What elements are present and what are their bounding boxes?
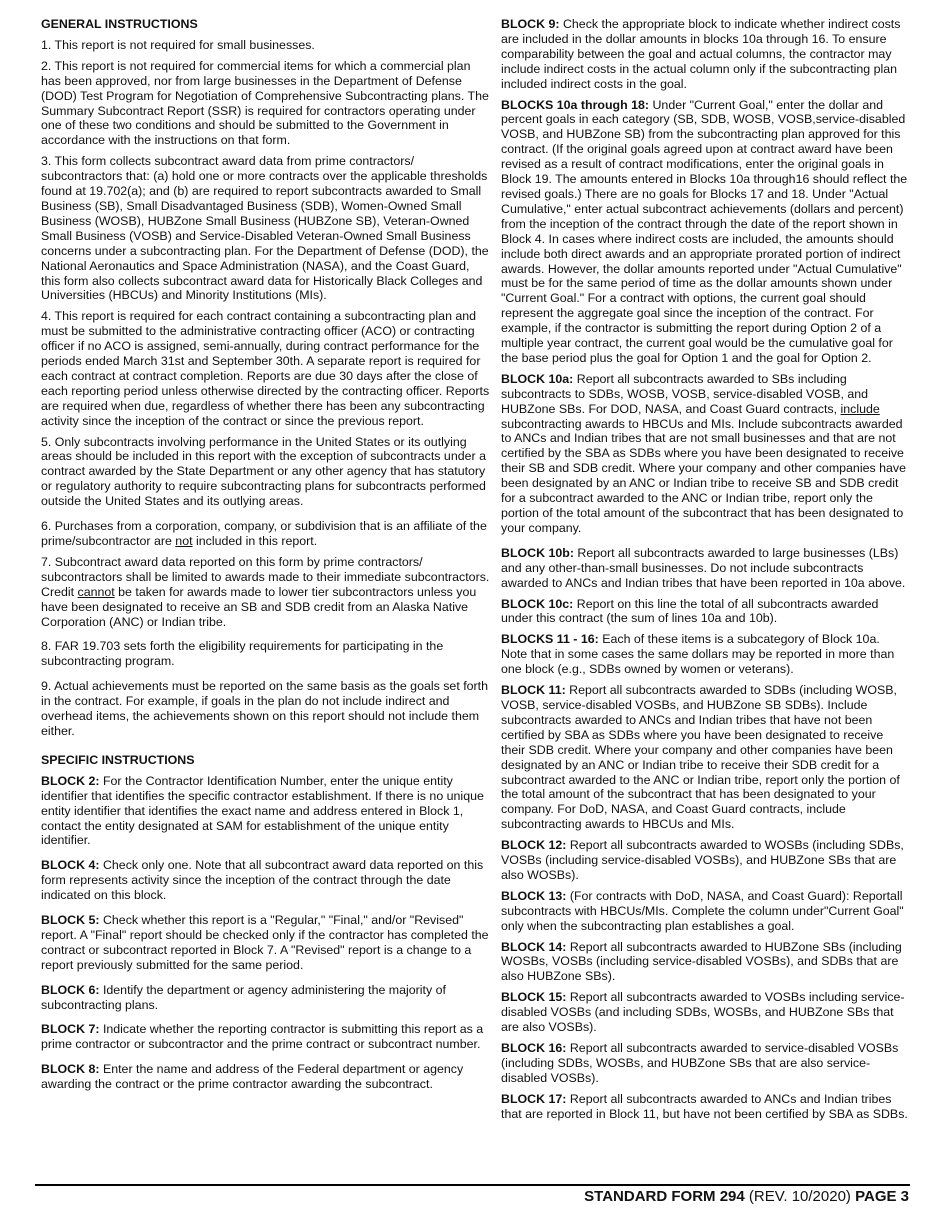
block-11: BLOCK 11: Report all subcontracts awarded to SDBs (including WOSB, VOSB, service-disabled VOSBs, and HUBZone SB SDBs). Include subcontracts awarded to ANCs and Indian tribes that have not been certified by SBA as SDBs where you have been designated to receive their SDB credit. Where your company and other companies have been designated by an ANC or Indian tribe to receive their SDB credit for a subcontract awarded to the ANC or Indian tribe, report only the portion of the total amount of the subcontract that has been designated to your company. For DoD, NASA, and Coast Guard contracts, include subcontracting awards to HBCUs and MIs. bbox=[501, 683, 900, 832]
block-14: BLOCK 14: Report all subcontracts awarded to HUBZone SBs (including WOSBs, VOSBs (including service-disabled VOSBs), and SDBs that are also HUBZone SBs). bbox=[501, 939, 902, 984]
form-name: STANDARD FORM 294 bbox=[584, 1188, 745, 1205]
general-item-5: 5. Only subcontracts involving performance in the United States or its outlying areas should be included in this report with the exception of subcontracts under a contract awarded by the State Department or any other agency that has statutory or regulatory authority to require subcontracting plans for subcontracts performed outside the United States and its outlying areas. bbox=[41, 434, 486, 509]
block-16: BLOCK 16: Report all subcontracts awarded to service-disabled VOSBs (including SDBs, WOSBs, and HUBZone SBs that are also service-disabled VOSBs). bbox=[501, 1041, 899, 1085]
block-17: BLOCK 17: Report all subcontracts awarded to ANCs and Indian tribes that are reported in Block 11, but have not been certified by SBA as SDBs. bbox=[501, 1091, 908, 1121]
right-column bbox=[501, 17, 909, 1128]
block-6: BLOCK 6: Identify the department or agency administering the majority of subcontracting plans. bbox=[41, 982, 446, 1012]
general-item-8: 8. FAR 19.703 sets forth the eligibility requirements for participating in the subcontracting program. bbox=[41, 639, 444, 669]
block-13: BLOCK 13: (For contracts with DoD, NASA, and Coast Guard): Reportall subcontracts with HBCUs/MIs. Complete the column under"Current Goal" only when the subcontracting plan establishes a goal. bbox=[501, 888, 904, 933]
general-item-9: 9. Actual achievements must be reported on the same basis as the goals set forth in the contract. For example, if goals in the plan do not include indirect and overhead items, the achievements shown on this report should not include them either. bbox=[41, 679, 489, 738]
left-column bbox=[41, 17, 491, 1098]
blocks-11-16: BLOCKS 11 - 16: Each of these items is a subcategory of Block 10a. Note that in some cases the same dollars may be reported in more than one block (e.g., SDBs owned by women or veterans). bbox=[501, 632, 895, 677]
form-revision: (REV. 10/2020) bbox=[744, 1188, 856, 1205]
general-instructions-heading: GENERAL INSTRUCTIONS bbox=[41, 17, 198, 31]
page-footer bbox=[584, 1188, 909, 1206]
block-7: BLOCK 7: Indicate whether the reporting contractor is submitting this report as a prime contractor or subcontractor and the prime contract or subcontract number. bbox=[41, 1022, 484, 1052]
general-item-4: 4. This report is required for each contract containing a subcontracting plan and must be submitted to the administrative contracting officer (ACO) or contracting officer if no ACO is assigned, semi-annually, during contract performance for the periods ended March 31st and September 30th. A separate report is required for each contract at contract completion. Reports are due 30 days after the close of each reporting period unless otherwise directed by the contracting officer. Reports are required when due, regardless of whether there has been any subcontracting activity since the inception of the contract or since the previous report. bbox=[41, 309, 490, 428]
block-8: BLOCK 8: Enter the name and address of the Federal department or agency awarding the contract or the prime contractor awarding the subcontract. bbox=[41, 1062, 464, 1092]
general-item-2: 2. This report is not required for commercial items for which a commercial plan has been approved, nor from large businesses in the Department of Defense (DOD) Test Program for Negotiation of Comprehensive Subcontracting plans. The Summary Subcontract Report (SSR) is required for contractors operating under one of these two conditions and should be submitted to the Government in accordance with the instructions on that form. bbox=[41, 58, 489, 148]
block-12: BLOCK 12: Report all subcontracts awarded to WOSBs (including SDBs, VOSBs (including service-disabled VOSBs), and HUBZone SBs that are also WOSBs). bbox=[501, 838, 904, 882]
block-10a: BLOCK 10a: Report all subcontracts awarded to SBs including subcontracts to SDBs, WOSB, VOSB, service-disabled VOSB, and HUBZone SBs. For DOD, NASA, and Coast Guard contracts, include subcontracting awards to HBCUs and MIs. Include subcontracts awarded to ANCs and Indian tribes that are not small businesses and that are not certified by the SBA as SDBs where you have been designated to receive their SB and SDB credit. Where your company and other companies have been designated by an ANC or Indian tribe to receive SB and SDB credit for a subcontract awarded to the ANC or Indian tribe, report only the portion of the total amount of the subcontract that has been designated to your company. bbox=[501, 371, 906, 535]
block-10b: BLOCK 10b: Report all subcontracts awarded to large businesses (LBs) and any other-than-small businesses. Do not include subcontracts awarded to ANCs and Indian tribes that have been reported in 10a above. bbox=[501, 545, 906, 590]
general-item-3: 3. This form collects subcontract award data from prime contractors/ subcontractors that: (a) hold one or more contracts over the applicable thresholds found at 19.702(a); and (b) are required to report subcontracts awarded to Small Business (SB), Small Disadvantaged Business (SDB), Women-Owned Small Business (WOSB), HUBZone Small Business (HUBZone SB), Veteran-Owned Small Business (VOSB) and Service-Disabled Veteran-Owned Small Business concerns under a subcontracting plan. For the Department of Defense (DOD), the National Aeronautics and Space Administration (NASA), and the Coast Guard, this form also collects subcontract award data for Historically Black Colleges and Universities (HBCUs) and Minority Institutions (MIs). bbox=[41, 154, 489, 303]
footer-divider bbox=[35, 1184, 910, 1186]
general-item-7: 7. Subcontract award data reported on this form by prime contractors/ subcontractors shall be limited to awards made to their immediate subcontractors. Credit cannot be taken for awards made to lower tier subcontractors unless you have been designated to receive an SB and SDB credit from an Alaska Native Corporation (ANC) or Indian tribe. bbox=[41, 554, 490, 629]
general-item-6: 6. Purchases from a corporation, company, or subdivision that is an affiliate of the prime/subcontractor are not included in this report. bbox=[41, 519, 487, 548]
page-number: PAGE 3 bbox=[855, 1188, 909, 1205]
block-4: BLOCK 4: Check only one. Note that all subcontract award data reported on this form represents activity since the inception of the contract through the date indicated on this block. bbox=[41, 858, 484, 903]
blocks-10a-18: BLOCKS 10a through 18: Under "Current Goal," enter the dollar and percent goals in each category (SB, SDB, WOSB, VOSB,service-disabled VOSB, and HUBZone SB) from the subcontracting plan approved for this contract. (If the original goals agreed upon at contract award have been revised as a result of contract modifications, enter the original goals in Block 19. The amounts entered in Blocks 10a through16 should reflect the revised goals.) There are no goals for Blocks 17 and 18. Under "Actual Cumulative," enter actual subcontract achievements (dollars and percent) from the inception of the contract through the date of the report shown in Block 4. In cases where indirect costs are included, the amounts should include both direct awards and an appropriate prorated portion of indirect awards. However, the dollar amounts reported under "Actual Cumulative" must be for the same period of time as the dollar amounts shown under "Current Goal." For a contract with options, the current goal should represent the aggregate goal since the inception of the contract. For example, if the contractor is submitting the report during Option 2 of a multiple year contract, the current goal would be the cumulative goal for the base period plus the goal for Option 1 and the goal for Option 2. bbox=[501, 97, 908, 365]
block-2: BLOCK 2: For the Contractor Identification Number, enter the unique entity identifier that identifies the specific contractor establishment. If there is no unique entity identifier that identifies the exact name and address entered in Block 1, contact the entity designated at SAM for establishment of the unique entity identifier. bbox=[41, 773, 484, 848]
block-5: BLOCK 5: Check whether this report is a "Regular," "Final," and/or "Revised" report. A "Final" report should be checked only if the contractor has completed the contract or subcontract reported in Block 7. A "Revised" report is a change to a report previously submitted for the same period. bbox=[41, 913, 489, 972]
general-item-1: 1. This report is not required for small businesses. bbox=[41, 37, 315, 52]
block-9: BLOCK 9: Check the appropriate block to indicate whether indirect costs are included in the dollar amounts in blocks 10a through 16. To ensure comparability between the goal and actual columns, the contractor may include indirect costs in the actual column only if the subcontracting plan included indirect costs in the goal. bbox=[501, 17, 901, 91]
block-15: BLOCK 15: Report all subcontracts awarded to VOSBs including service-disabled VOSBs (and including SDBs, WOSBs, and HUBZone SBs that are also VOSBs). bbox=[501, 990, 905, 1035]
block-10c: BLOCK 10c: Report on this line the total of all subcontracts awarded under this contract (the sum of lines 10a and 10b). bbox=[501, 596, 879, 626]
specific-instructions-heading: SPECIFIC INSTRUCTIONS bbox=[41, 752, 195, 767]
